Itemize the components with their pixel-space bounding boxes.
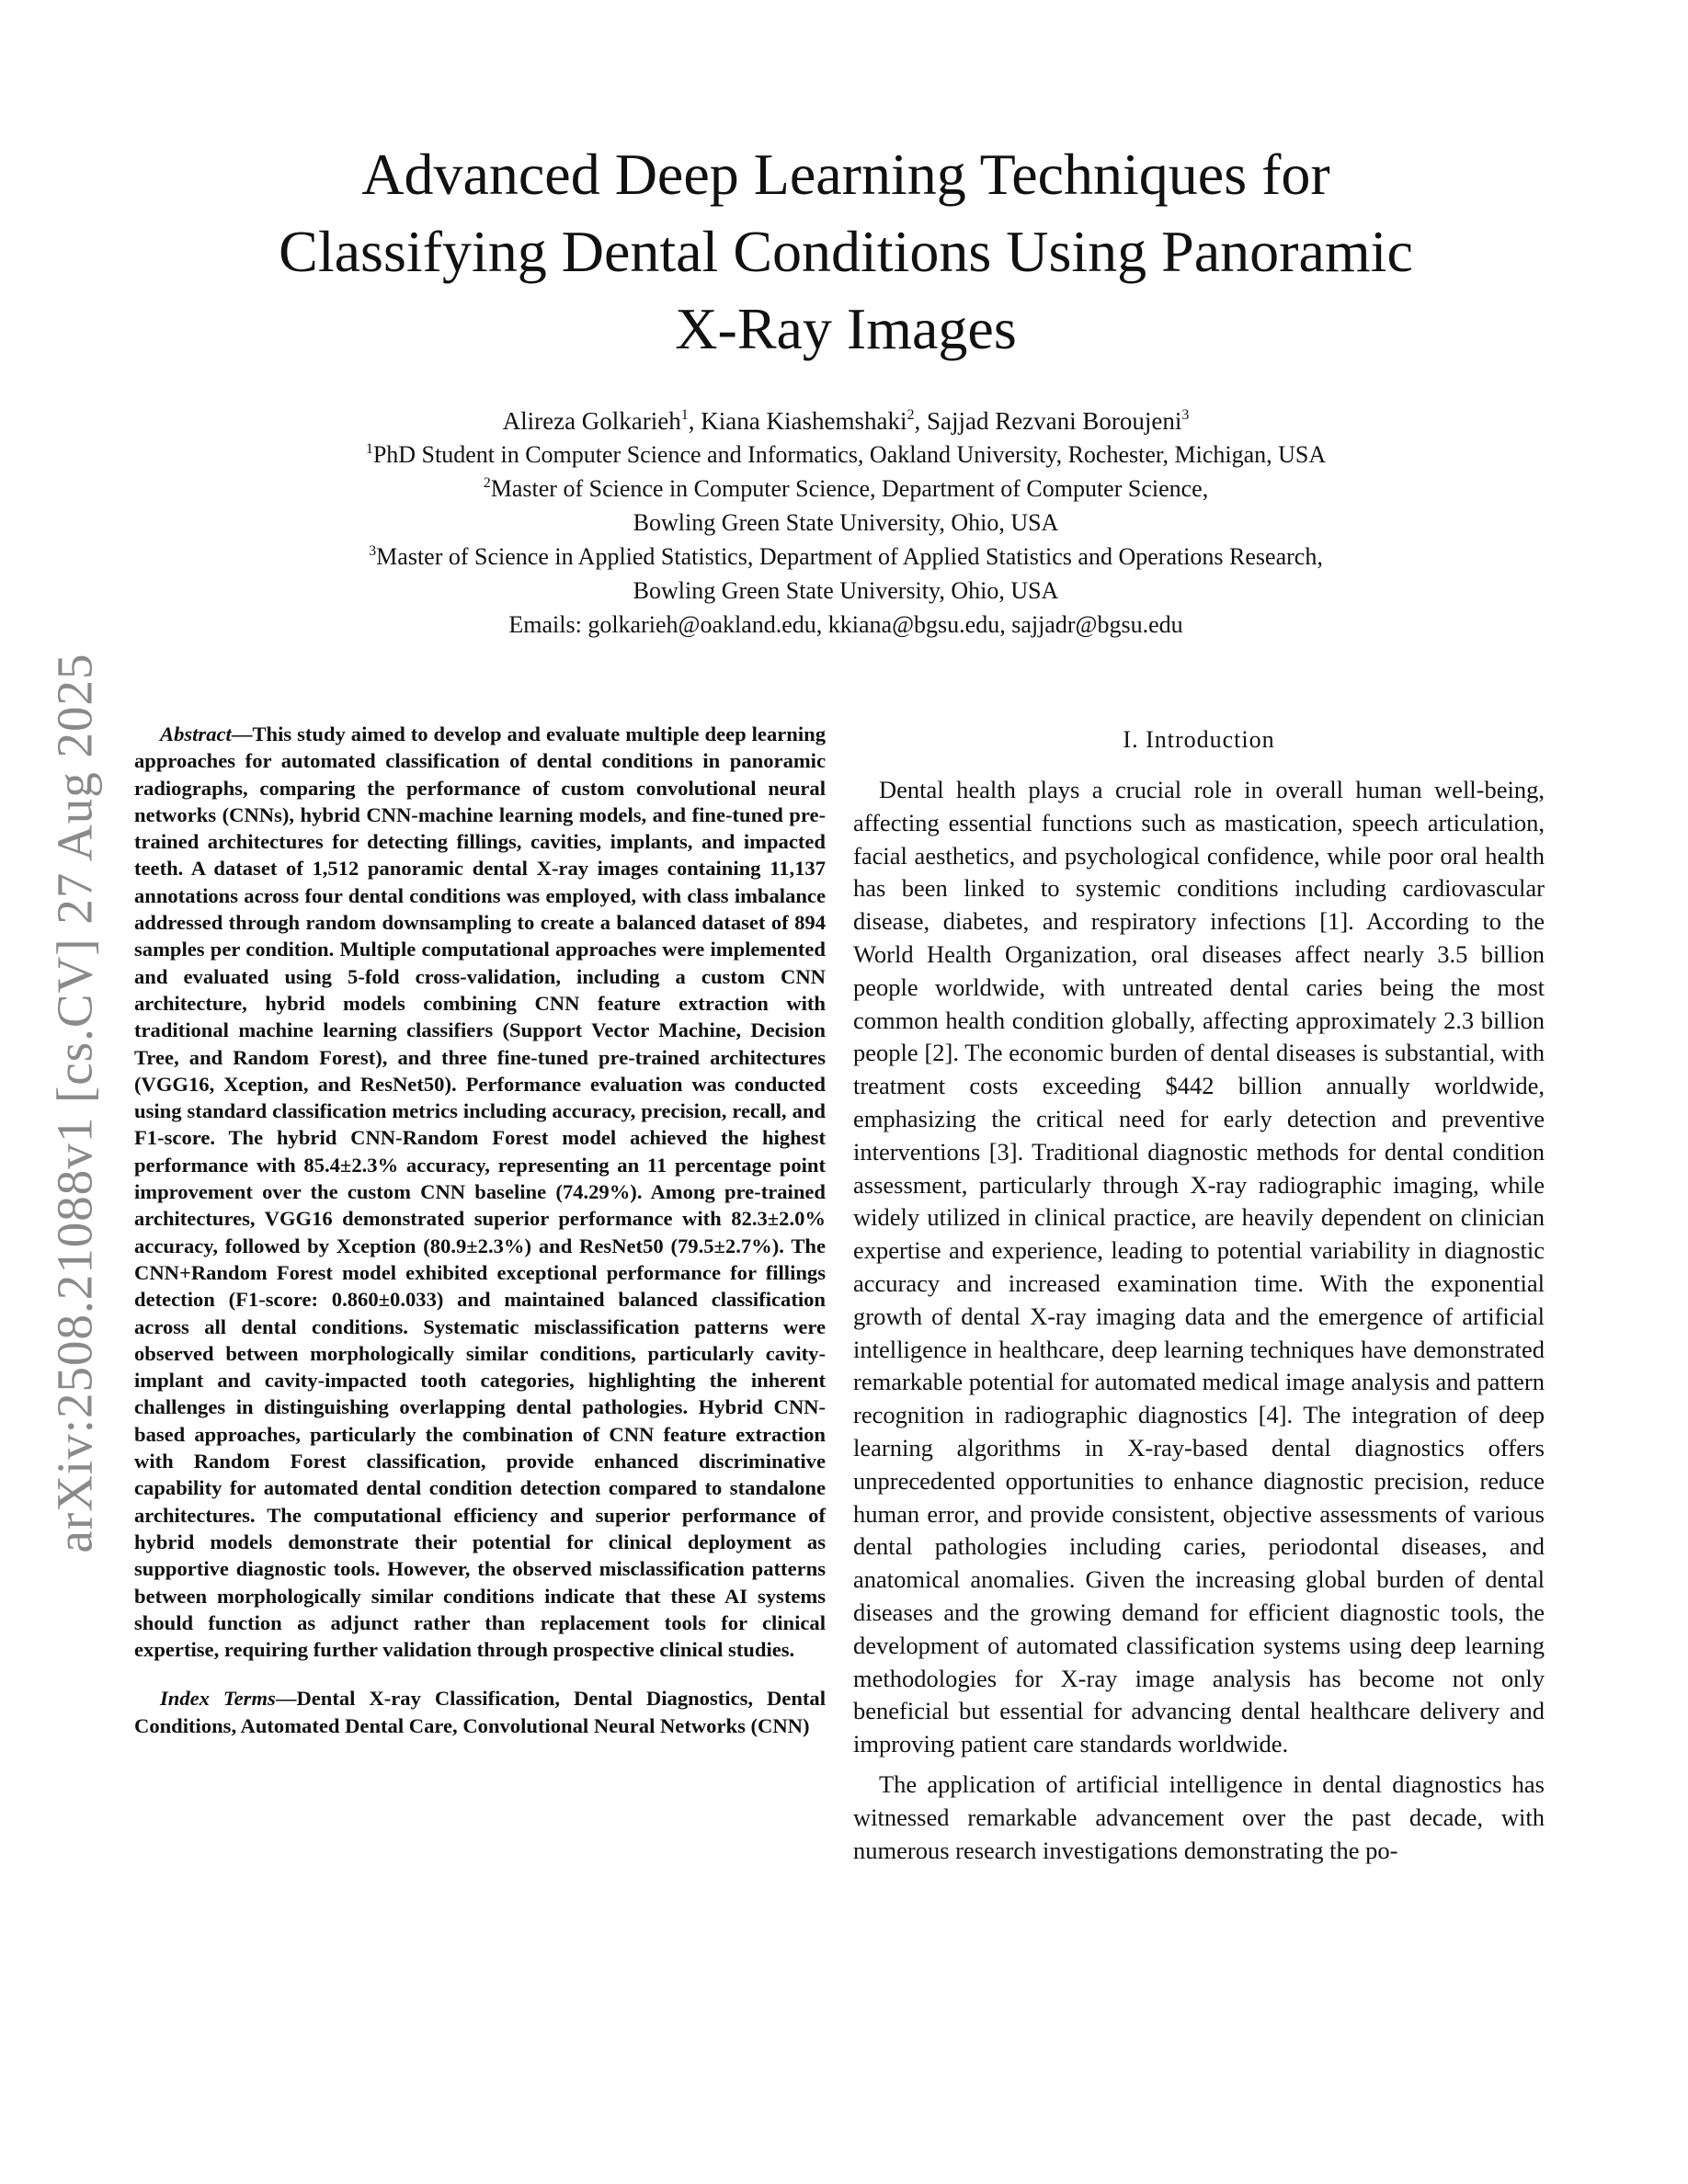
- abstract-text: —This study aimed to develop and evaluate multiple deep learning approaches for automated classification of dental conditions in panoramic radiographs, comparing the performance of custom convolutional neural networks (CNNs), hybrid CNN-machine learning models, and fine-tuned pre-trained architectures for detecting fillings, cavities, implants, and impacted teeth. A dataset of 1,512 panoramic dental X-ray images containing 11,137 annotations across four dental conditions was employed, with class imbalance addressed through random downsampling to create a balanced dataset of 894 samples per condition. Multiple computational approaches were implemented and evaluated using 5-fold cross-validation, including a custom CNN architecture, hybrid models combining CNN feature extraction with traditional machine learning classifiers (Support Vector Machine, Decision Tree, and Random Forest), and three fine-tuned pre-trained architectures (VGG16, Xception, and ResNet50). Performance evaluation was conducted using standard classification metrics including accuracy, precision, recall, and F1-score. The hybrid CNN-Random Forest model achieved the highest performance with 85.4±2.3% accuracy, representing an 11 percentage point improvement over the custom CNN baseline (74.29%). Among pre-trained architectures, VGG16 demonstrated superior performance with 82.3±2.0% accuracy, followed by Xception (80.9±2.3%) and ResNet50 (79.5±2.7%). The CNN+Random Forest model exhibited exceptional performance for fillings detection (F1-score: 0.860±0.033) and maintained balanced classification across all dental conditions. Systematic misclassification patterns were observed between morphologically similar conditions, particularly cavity-implant and cavity-impacted tooth categories, highlighting the inherent challenges in distinguishing overlapping dental pathologies. Hybrid CNN-based approaches, particularly the combination of CNN feature extraction with Random Forest classification, provide enhanced discriminative capability for automated dental condition detection compared to standalone architectures. The computational efficiency and superior performance of hybrid models demonstrate their potential for clinical deployment as supportive diagnostic tools. However, the observed misclassification patterns between morphologically similar conditions indicate that these AI systems should function as adjunct rather than replacement tools for clinical expertise, requiring further validation through prospective clinical studies.: [134, 722, 826, 1662]
- author-list: Alireza Golkarieh$^1$, Kiana Kiashemshaki$^2$, Sajjad Rezvani Boroujeni$^3$: [502, 407, 1190, 435]
- title-line: X-Ray Images: [675, 296, 1017, 361]
- paragraph: Dental health plays a crucial role in overall human well-being, affecting essential functions such as mastication, speech articulation, facial aesthetics, and psychological confidence, while poor oral health has been linked to systemic conditions including cardiovascular disease, diabetes, and respiratory infections [1]. According to the World Health Organization, oral diseases affect nearly 3.5 billion people worldwide, with untreated dental caries being the most common health condition globally, affecting approximately 2.3 billion people [2]. The economic burden of dental diseases is substantial, with treatment costs exceeding $442 billion annually worldwide, emphasizing the critical need for early detection and preventive interventions [3]. Traditional diagnostic methods for dental condition assessment, particularly through X-ray radiographic imaging, while widely utilized in clinical practice, are heavily dependent on clinician expertise and experience, leading to potential variability in diagnostic accuracy and increased examination time. With the exponential growth of dental X-ray imaging data and the emergence of artificial intelligence in healthcare, deep learning techniques have demonstrated remarkable potential for automated medical image analysis and pattern recognition in radiographic diagnostics [4]. The integration of deep learning algorithms in X-ray-based dental diagnostics offers unprecedented opportunities to enhance diagnostic precision, reduce human error, and provide consistent, objective assessments of various dental pathologies including caries, periodontal diseases, and anatomical anomalies. Given the increasing global burden of dental diseases and the growing demand for efficient diagnostic tools, the development of automated classification systems using deep learning methodologies for X-ray image analysis has become not only beneficial but essential for advancing dental healthcare delivery and improving patient care standards worldwide.: [853, 776, 1545, 1758]
- abstract: [134, 721, 826, 1663]
- paper-header: [147, 136, 1545, 642]
- affiliation-superscript: 1: [365, 441, 373, 457]
- affiliation: [147, 540, 1545, 608]
- paragraph: The application of artificial intelligence in dental diagnostics has witnessed remarkable advancement over the past decade, with numerous research investigations demonstrating the po-: [853, 1769, 1545, 1864]
- left-column: [134, 721, 826, 1739]
- index-terms: [134, 1685, 826, 1739]
- arxiv-identifier: arXiv:2508.21088v1 [cs.CV] 27 Aug 2025: [46, 653, 103, 1553]
- index-terms-text: —Dental X-ray Classification, Dental Diagnostics, Dental Conditions, Automated Dental Care, Convolutional Neural Networks (CNN): [134, 1687, 826, 1737]
- title-line: Classifying Dental Conditions Using Panoramic: [279, 219, 1413, 284]
- author-superscript: 3: [1181, 407, 1190, 423]
- right-column: [853, 721, 1545, 1867]
- title-line: Advanced Deep Learning Techniques for: [361, 142, 1330, 207]
- author-superscript: 2: [907, 407, 915, 423]
- author-name: Alireza Golkarieh: [502, 407, 681, 435]
- affiliation-line: Master of Science in Computer Science, Department of Computer Science,: [490, 475, 1209, 502]
- affiliation: [147, 472, 1545, 540]
- abstract-lead: Abstract: [160, 722, 232, 745]
- author-name: Kiana Kiashemshaki: [701, 407, 907, 435]
- affiliation-line: Master of Science in Applied Statistics, Department of Applied Statistics and Operations Research,: [376, 543, 1323, 570]
- author-emails: Emails: golkarieh@oakland.edu, kkiana@bgsu.edu, sajjadr@bgsu.edu: [508, 611, 1183, 638]
- arxiv-sidebar: [42, 588, 107, 1618]
- author-name: Sajjad Rezvani Boroujeni: [926, 407, 1182, 435]
- affiliation-line: Bowling Green State University, Ohio, USA: [633, 509, 1059, 536]
- paper-title: [147, 136, 1545, 368]
- affiliation-superscript: 3: [369, 543, 377, 559]
- affiliation-line: PhD Student in Computer Science and Informatics, Oakland University, Rochester, Michigan, USA: [372, 441, 1327, 468]
- affiliation: [147, 438, 1545, 472]
- affiliation-line: Bowling Green State University, Ohio, USA: [633, 577, 1059, 604]
- affiliation-superscript: 2: [483, 475, 491, 491]
- author-superscript: 1: [680, 407, 689, 423]
- index-terms-lead: Index Terms: [160, 1687, 276, 1711]
- section-heading: I. Introduction: [1123, 726, 1275, 753]
